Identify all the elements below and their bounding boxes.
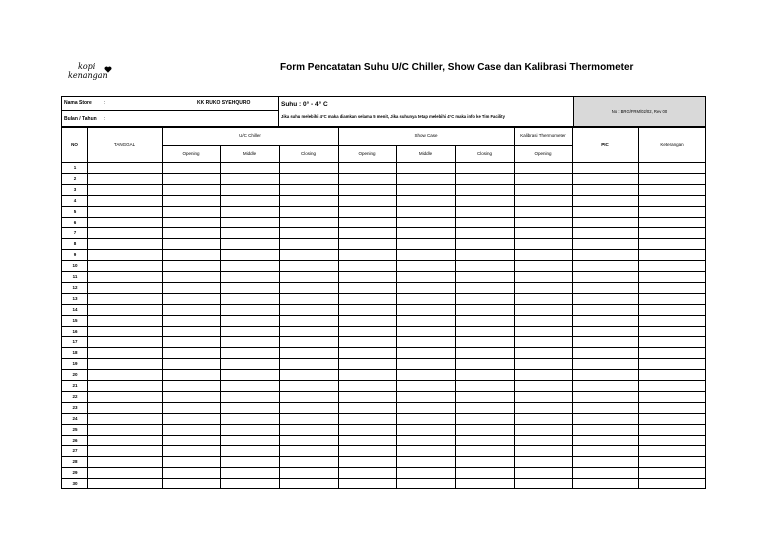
- row-number: 8: [73, 241, 77, 247]
- sub-sc-closing: Closing: [476, 151, 492, 156]
- row-divider: [62, 402, 705, 403]
- logo-text-top: kopi: [78, 62, 96, 71]
- row-number: 5: [73, 208, 77, 214]
- row-divider: [62, 282, 705, 283]
- row-divider: [62, 315, 705, 316]
- row-number: 11: [72, 274, 78, 279]
- row-number: 9: [73, 252, 77, 258]
- row-divider: [62, 347, 705, 348]
- col-no: NO: [71, 142, 78, 147]
- row-divider: [62, 271, 705, 272]
- row-divider: [62, 358, 705, 359]
- sub-sc-opening: Opening: [358, 151, 376, 156]
- row-number: 18: [72, 350, 78, 356]
- row-divider: [62, 413, 705, 414]
- row-divider: [62, 445, 705, 446]
- row-number: 17: [72, 339, 78, 345]
- row-number: 16: [72, 328, 78, 334]
- row-divider: [62, 195, 705, 196]
- row-number: 23: [72, 404, 78, 410]
- temperature-log-table: [61, 127, 706, 489]
- row-divider: [62, 391, 705, 392]
- store-label: Nama Store: [64, 100, 92, 106]
- row-number: 6: [73, 219, 77, 225]
- row-number: 22: [72, 393, 78, 399]
- row-divider: [62, 336, 705, 337]
- row-number: 7: [73, 230, 77, 236]
- group-show-case: Show Case: [414, 133, 438, 138]
- row-number: 12: [72, 284, 78, 290]
- row-divider: [62, 369, 705, 370]
- form-header: [61, 96, 706, 127]
- form-title: Form Pencatatan Suhu U/C Chiller, Show Case dan Kalibrasi Thermometer: [280, 62, 634, 73]
- row-divider: [62, 173, 705, 174]
- col-keterangan: Keterangan: [660, 142, 684, 147]
- row-number: 20: [72, 372, 78, 378]
- row-number: 30: [72, 481, 78, 487]
- row-divider: [62, 260, 705, 261]
- logo-text-bottom: kenangan: [68, 71, 108, 80]
- row-number: 19: [72, 361, 78, 367]
- row-divider: [62, 249, 705, 250]
- sub-uc-closing: Closing: [300, 151, 316, 156]
- row-number: 27: [72, 448, 78, 454]
- row-divider: [62, 424, 705, 425]
- row-divider: [62, 435, 705, 436]
- row-divider: [62, 206, 705, 207]
- row-divider: [62, 478, 705, 479]
- row-number: 15: [72, 317, 78, 323]
- doc-number: No : BRG/FRM/02/02, Rev 00: [611, 109, 668, 114]
- group-kalibrasi: Kalibrasi Thermometer: [520, 133, 566, 138]
- row-number: 2: [73, 175, 77, 181]
- row-divider: [62, 227, 705, 228]
- month-colon: :: [104, 116, 106, 122]
- row-number: 14: [72, 306, 78, 312]
- row-number: 21: [72, 383, 78, 388]
- row-divider: [62, 380, 705, 381]
- temperature-range: Suhu : 0° - 4° C: [281, 101, 328, 108]
- row-divider: [62, 217, 705, 218]
- row-divider: [62, 184, 705, 185]
- sub-uc-opening: Opening: [182, 151, 200, 156]
- row-number: 3: [73, 186, 77, 192]
- row-number: 4: [73, 197, 77, 203]
- row-number: 29: [72, 470, 78, 476]
- row-number: 1: [73, 165, 77, 170]
- heart-icon: [104, 66, 112, 73]
- store-colon: :: [104, 100, 106, 106]
- row-number: 24: [72, 415, 78, 421]
- row-number: 26: [72, 437, 78, 443]
- row-divider: [62, 238, 705, 239]
- sub-kal-opening: Opening: [534, 151, 552, 156]
- row-number: 10: [72, 263, 78, 269]
- row-number: 13: [72, 295, 78, 301]
- row-number: 28: [72, 459, 78, 465]
- store-value: KK RUKO SYEHQURO: [197, 100, 251, 106]
- logo: [64, 60, 124, 86]
- sub-sc-middle: Middle: [418, 151, 433, 156]
- row-divider: [62, 326, 705, 327]
- row-divider: [62, 304, 705, 305]
- row-divider: [62, 293, 705, 294]
- col-tanggal: TANGGAL: [113, 142, 136, 147]
- row-divider: [62, 467, 705, 468]
- row-divider: [62, 456, 705, 457]
- group-uc-chiller: U/C Chiller: [239, 133, 261, 138]
- month-label: Bulan / Tahun: [64, 116, 97, 122]
- col-pic: PIC: [601, 142, 609, 147]
- sub-uc-middle: Middle: [242, 151, 257, 156]
- doc-number-cell: [573, 97, 705, 126]
- row-number: 25: [72, 426, 78, 432]
- temperature-note: Jika suhu melebihi 4°C maka diamkan selama 5 menit, Jika suhunya tetap melebihi 4°C maka info ke Tim Facility: [281, 114, 505, 119]
